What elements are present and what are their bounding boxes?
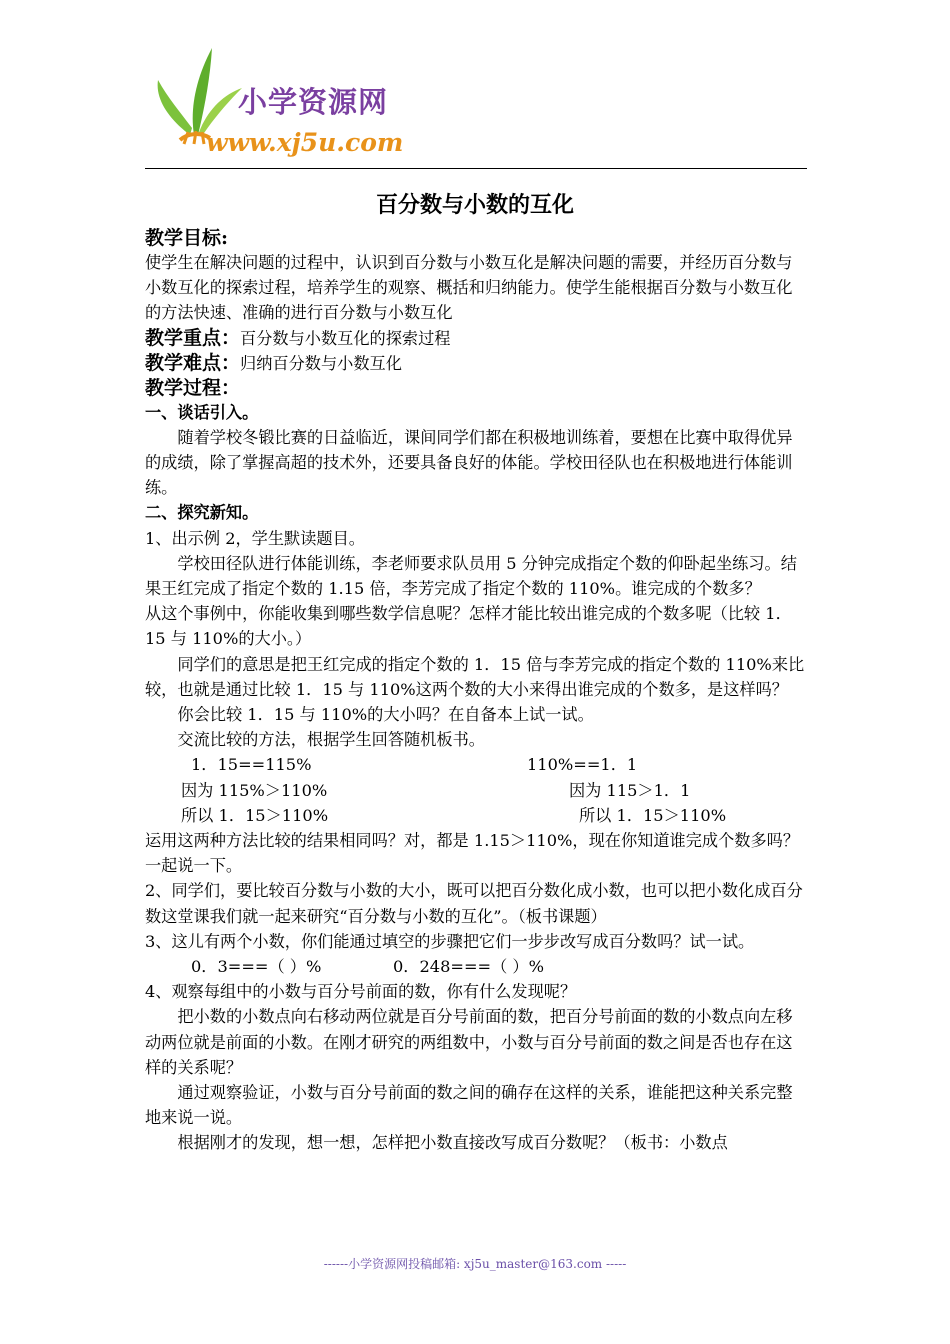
section-2-heading: 二、探究新知。 [145, 503, 259, 523]
fill-blank-2: 0．248===（ ）% [393, 957, 544, 977]
item-3: 3、这儿有两个小数，你们能通过填空的步骤把它们一步步改写成百分数吗？试一试。 [145, 931, 755, 951]
method-right-1: 110%==1．1 [527, 755, 638, 775]
key-heading: 教学重点： [145, 326, 241, 349]
logo-chinese-name: 小学资源网 [238, 85, 389, 119]
key-text: 百分数与小数互化的探索过程 [240, 328, 451, 348]
document-body [145, 226, 807, 1156]
method-row-3 [145, 803, 807, 828]
logo-url: www.xj5u.com [206, 128, 404, 157]
difficulty-line [145, 351, 807, 376]
goal-text: 使学生在解决问题的过程中，认识到百分数与小数互化是解决问题的需要，并经历百分数与小数互化的探索过程，培养学生的观察、概括和归纳能力。使学生能根据百分数与小数互化的方法快速、准确的进行百分数与小数互化 [145, 253, 793, 323]
paragraph-6: 把小数的小数点向右移动两位就是百分号前面的数，把百分号前面的数的小数点向左移动两位就是前面的小数。在刚才研究的两组数中，小数与百分号前面的数之间是否也存在这样的关系呢？ [145, 1007, 793, 1077]
method-right-2: 因为 115＞1．1 [569, 780, 691, 800]
method-right-3: 所以 1．15＞110% [579, 805, 727, 825]
paragraph-7: 通过观察验证，小数与百分号前面的数之间的确存在这样的关系，谁能把这种关系完整地来说一说。 [145, 1083, 793, 1128]
document-title: 百分数与小数的互化 [375, 192, 574, 218]
paragraph-4: 交流比较的方法，根据学生回答随机板书。 [177, 730, 485, 750]
paragraph-5: 运用这两种方法比较的结果相同吗？对，都是 1.15＞110%，现在你知道谁完成个数多吗？一起说一下。 [145, 831, 800, 876]
diff-heading: 教学难点： [145, 351, 241, 374]
key-point-line [145, 326, 807, 351]
paragraph-3: 你会比较 1．15 与 110%的大小吗？在自备本上试一试。 [177, 705, 594, 725]
paragraph-2: 同学们的意思是把王红完成的指定个数的 1．15 倍与李芳完成的指定个数的 110%来比较，也就是通过比较 1．15 与 110%这两个数的大小来得出谁完成的个数多，是这样吗？ [145, 654, 805, 699]
fill-blank-row [145, 954, 807, 979]
goal-heading: 教学目标: [145, 227, 229, 249]
section-1-heading: 一、谈话引入。 [145, 402, 259, 422]
question-1: 从这个事例中，你能收集到哪些数学信息呢？怎样才能比较出谁完成的个数多呢（比较 1．15 与 110%的大小。） [145, 604, 792, 649]
example-2-text: 学校田径队进行体能训练，李老师要求队员用 5 分钟完成指定个数的仰卧起坐练习。结果王红完成了指定个数的 1.15 倍，李芳完成了指定个数的 110%。谁完成的个数多？ [145, 553, 797, 599]
paragraph-8: 根据刚才的发现，想一想，怎样把小数直接改写成百分数呢？（板书：小数点 [177, 1133, 728, 1153]
method-left-1: 1．15==115% [191, 755, 312, 775]
diff-text: 归纳百分数与小数互化 [240, 353, 402, 373]
process-heading: 教学过程： [145, 376, 241, 399]
item-4: 4、观察每组中的小数与百分号前面的数，你有什么发现呢？ [145, 982, 577, 1002]
footer-contact: ------小学资源网投稿邮箱: xj5u_master@163.com ----- [323, 1257, 627, 1271]
method-left-3: 所以 1．15＞110% [181, 805, 329, 825]
site-logo [150, 40, 450, 168]
method-row-1 [145, 752, 807, 777]
item-1: 1、出示例 2，学生默读题目。 [145, 528, 365, 548]
section-1-paragraph: 随着学校冬锻比赛的日益临近，课间同学们都在积极地训练着，要想在比赛中取得优异的成绩，除了掌握高超的技术外，还要具备良好的体能。学校田径队也在积极地进行体能训练。 [145, 427, 793, 498]
header-divider [145, 168, 807, 169]
fill-blank-1: 0．3===（ ）% [191, 957, 322, 977]
item-2: 2、同学们，要比较百分数与小数的大小，既可以把百分数化成小数，也可以把小数化成百分数这堂课我们就一起来研究“百分数与小数的互化”。（板书课题） [145, 881, 803, 926]
method-row-2 [145, 778, 807, 803]
method-left-2: 因为 115%＞110% [181, 780, 328, 800]
